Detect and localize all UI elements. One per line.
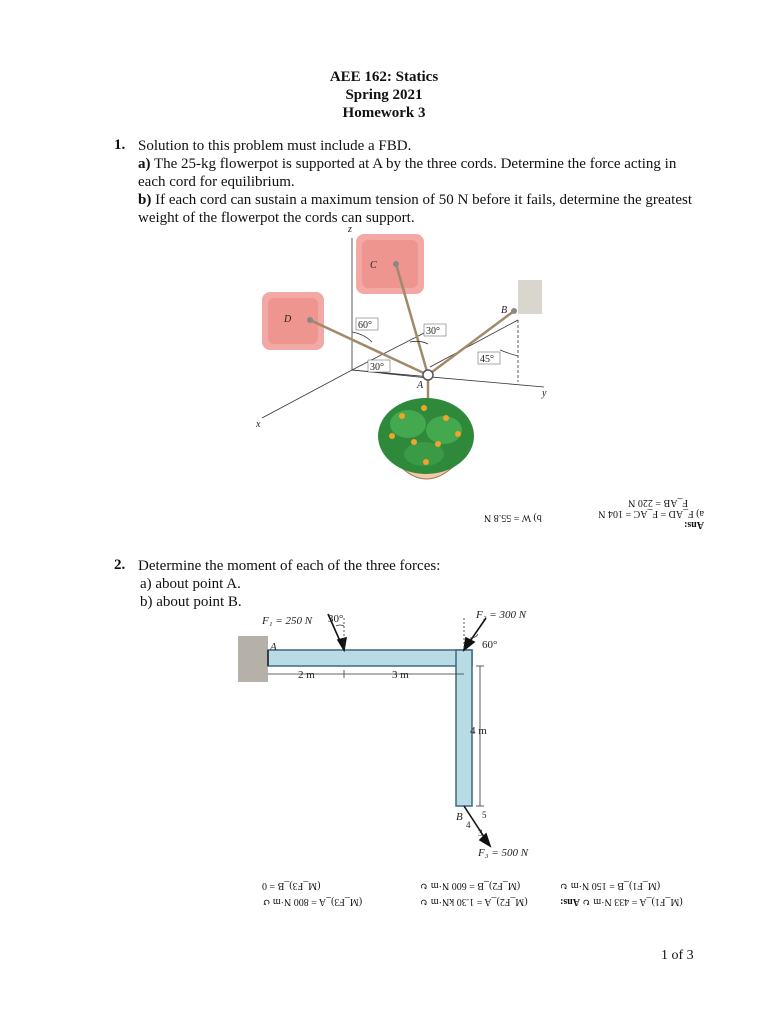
force-angle-lines (336, 618, 478, 650)
dim-2m-label: 2 m (298, 669, 315, 681)
axis-z-label: z (348, 224, 352, 235)
q1-number: 1. (114, 137, 126, 153)
ring-a (423, 370, 433, 380)
course-title: AEE 162: Statics (329, 69, 439, 85)
angle-60-label: 60° (358, 320, 372, 331)
hook-d (307, 317, 313, 323)
dim-4m-label: 4 m (470, 725, 487, 737)
document-header (0, 68, 768, 122)
q1-figure (248, 222, 566, 498)
q2-answer-col1-row1 (560, 896, 683, 907)
q1-answer-a-line2: F_AB = 220 N (628, 497, 688, 508)
axis-y-label: y (542, 388, 547, 399)
q1-answers (524, 497, 704, 530)
point-a2-label: A (270, 641, 277, 653)
q1-line1: Solution to this problem must include a FBD. (138, 138, 412, 154)
q2-answer-col2-row1: (M_F2)_A = 1.30 kN·m ↻ (420, 896, 528, 907)
q2-answer-col1-row2: (M_F1)_B = 150 N·m ↻ (560, 880, 661, 891)
q1-part-b-label: b) (138, 192, 152, 208)
q2-figure (238, 606, 558, 862)
q2-part-b: b) about point B. (140, 594, 242, 610)
q1-part-a (138, 155, 703, 191)
q1-angle-labels (356, 318, 500, 373)
dimension-lines (268, 666, 484, 806)
q2-number: 2. (114, 557, 126, 573)
hook-b (511, 308, 517, 314)
q2-answer-label: Ans: (560, 896, 581, 907)
q1-answer-a (524, 508, 704, 519)
q2-part-a: a) about point A. (140, 576, 241, 592)
angle-30-lower-label: 30° (370, 362, 384, 373)
q2-line1: Determine the moment of each of the three forces: (138, 558, 441, 574)
q1-answer-b-label: b) (533, 512, 542, 523)
q1-answer-b (484, 512, 542, 523)
q1-text (138, 137, 703, 227)
assignment-title: Homework 3 (342, 105, 426, 121)
f1-angle-label: 30° (328, 613, 344, 625)
support-wall (238, 636, 268, 682)
angle-45-label: 45° (480, 354, 494, 365)
hook-c (393, 261, 399, 267)
f3-label: F₃ = 500 N (478, 847, 529, 859)
brick-wall-c (356, 234, 424, 294)
slope-5-label: 5 (482, 810, 487, 820)
q1-answer-a-line1: F_AD = F_AC = 104 N (598, 508, 694, 519)
q1-part-a-label: a) (138, 156, 151, 172)
q2-text (138, 557, 638, 611)
q1-part-a-text: The 25-kg flowerpot is supported at A by the three cords. Determine the force acting in each cord for equilibrium. (138, 156, 677, 190)
wall-b (518, 280, 542, 314)
page-number: 1 of 3 (661, 948, 694, 963)
f2-label: F₂ = 300 N (476, 609, 527, 621)
q2-answer-col2-row2: (M_F2)_B = 600 N·m ↻ (420, 880, 521, 891)
term: Spring 2021 (345, 87, 423, 103)
f2-angle-label: 60° (482, 639, 498, 651)
q2-figure-labels (261, 609, 529, 859)
q1-answer-a-label: a) (696, 508, 704, 519)
slope-4-label: 4 (466, 820, 471, 830)
q1-part-b-text: If each cord can sustain a maximum tension of 50 N before it fails, determine the greatest weight of the flowerpot the cords can support. (138, 192, 692, 226)
beam-horizontal (268, 650, 472, 666)
slope-3-label: 3 (478, 828, 483, 838)
q1-answer-label: Ans: (683, 519, 704, 530)
point-a-label: A (417, 380, 424, 391)
q1-answer-b-line: W = 55.8 N (484, 512, 532, 523)
f1-label: F₁ = 250 N (262, 615, 313, 627)
point-b-label: B (501, 305, 508, 316)
flowerpot (378, 398, 474, 479)
q2-answer-col3-row1: (M_F3)_A = 800 N·m ↺ (262, 896, 363, 907)
point-c-label: C (370, 260, 377, 271)
point-b2-label: B (456, 811, 463, 823)
q2-answer-col3-row2: (M_F3)_B = 0 (262, 880, 321, 891)
q2-answer-r1c1: (M_F1)_A = 433 N·m ↻ (582, 896, 683, 907)
dim-3m-label: 3 m (392, 669, 409, 681)
angle-30-upper-label: 30° (426, 326, 440, 337)
axis-x-label: x (256, 419, 261, 430)
point-d-label: D (284, 314, 292, 325)
